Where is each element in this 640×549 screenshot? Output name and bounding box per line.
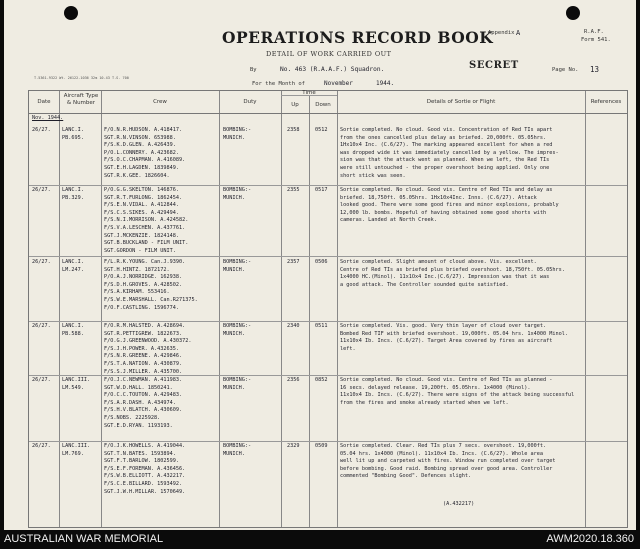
crew-member: F/S.D.H.GROVES. A.428502. xyxy=(104,281,183,288)
crew-member: F/O.C.C.TOUTON. A.429483. xyxy=(104,392,183,399)
aircraft-id: LANC.I. xyxy=(62,127,84,133)
crew-member: SGT.F.T.BARLOW. 1802599. xyxy=(104,458,179,465)
month-label: For the Month of xyxy=(252,81,305,87)
details-line: Centre of Red TIs as briefed plus briefed overshoot. 18,750ft. 05.05hrs. xyxy=(340,266,565,273)
duty-text: MUNICH. xyxy=(223,450,245,457)
footer-left: AUSTRALIAN WAR MEMORIAL xyxy=(4,533,164,545)
time-up: 2329 xyxy=(287,443,300,449)
details-line: 05.04 hrs. 1x4000 (Minol). 11x10x4 Ib. Incs. (C.6/27). Whole area xyxy=(340,450,544,457)
details-line: 1Hx10x4 Inc. (C.6/27). The marking appeared excellent for when a red xyxy=(340,142,553,149)
crew-member: SGT.R.K.GEE. 1826604. xyxy=(104,172,170,179)
details-line: Sortie completed. Clear. Red TIs plus 7 secs. overshoot. 19,000ft. xyxy=(340,443,547,449)
crew-member: F/S.C.S.SIKES. A.429494. xyxy=(104,209,179,216)
crew-member: F/L.R.K.YOUNG. Can.J.9390. xyxy=(104,259,186,265)
col-date: Date xyxy=(37,99,51,105)
details-line: a good attack. The Controller sounded quite satisfied. xyxy=(340,281,509,288)
details-line: 11x10x4 Ib. Incs. (C.6/27). Target Area covered by fires as aircraft xyxy=(340,338,553,345)
aircraft-id: LANC.III. xyxy=(62,377,91,383)
crew-member: P/O.G.G.SKELTON. 146876. xyxy=(104,187,179,193)
time-down: 0852 xyxy=(315,377,328,383)
entry-date: 26/27. xyxy=(32,187,51,193)
col-time: Time xyxy=(302,90,316,96)
crew-member: F/S.K.D.GLEN. A.426439. xyxy=(104,142,176,149)
month-value: November xyxy=(324,80,353,87)
crew-member: F/O.J.C.NEWMAN. A.411983. xyxy=(104,377,183,383)
crew-member: F/S.W.E.MARSHALL. Can.R271375. xyxy=(104,297,198,303)
entry-date: 26/27. xyxy=(32,323,51,329)
crew-member: F/O.J.K.HOWELLS. A.419044. xyxy=(104,443,186,449)
entry-date: 26/27. xyxy=(32,127,51,133)
squadron-value: No. 463 (R.A.A.F.) Squadron. xyxy=(280,66,385,73)
time-down: 0509 xyxy=(315,443,328,449)
crew-member: F/S.A.KIRHAM. 553416. xyxy=(104,289,170,296)
footer-right: AWM2020.18.360 xyxy=(546,533,634,545)
crew-member: F/S.E.F.FOREMAN. A.436456. xyxy=(104,465,186,472)
col-crew: Crew xyxy=(153,99,167,105)
details-line: commented "Bombing Good". Defences slight. xyxy=(340,473,472,480)
details-line: 1x4000 HC.(Minol). 11x1Ox4 Inc.(C.6/27). Impression was that it was xyxy=(340,274,550,281)
by-label: By xyxy=(250,67,257,73)
col-up: Up xyxy=(291,102,299,108)
crew-member: F/S.N.R.GREENE. A.429846. xyxy=(104,353,183,360)
col-down: Down xyxy=(315,102,331,108)
page-label: Page No. xyxy=(552,67,579,73)
details-line: 16 secs. delayed release. 19,200ft. 05.05hrs. 1x4000 (Minol). xyxy=(340,384,531,391)
details-line: from the ones cancelled plus delay as briefed. 20,000ft. 05.05hrs. xyxy=(340,134,547,141)
time-up: 2357 xyxy=(287,259,300,265)
crew-member: SGT.E.D.RYAN. 1193193. xyxy=(104,422,173,429)
details-line: Sortie completed. No cloud. Good vis. Centre of Red TIs as planned - xyxy=(340,377,553,383)
duty-text: MUNICH. xyxy=(223,330,245,337)
time-down: 0506 xyxy=(315,259,328,265)
details-line: was dropped wide it was immediately cancelled by a yellow. The impres- xyxy=(340,149,559,156)
duty-text: MUNICH. xyxy=(223,384,245,391)
details-line: looked good. There were some good fires and minor explosions, probably xyxy=(340,202,559,209)
col-aircraft: Aircraft Type & Number xyxy=(63,93,99,106)
crew-member: SGT.R.N.VINSON. 653988. xyxy=(104,134,176,141)
crew-member: F/S.H.V.BLATCH. A.430609. xyxy=(104,407,183,414)
aircraft-id: LANC.I. xyxy=(62,187,84,193)
raf-label: R.A.F. xyxy=(584,29,604,35)
details-line: cameras. Landed at North Creek. xyxy=(340,217,437,224)
details-line: well lit up and carpeted with fires. Window run completed over target xyxy=(340,458,556,465)
aircraft-id: PB.695. xyxy=(62,134,84,141)
details-line: short stick was seen. xyxy=(340,172,406,179)
crew-member: SGT.R.T.FURLONG. 1862454. xyxy=(104,194,183,201)
crew-member: F/S.J.H.POWER. A.432635. xyxy=(104,345,179,352)
aircraft-id: LANC.I. xyxy=(62,323,84,329)
crew-member: F/S.V.A.LESCHEN. A.437761. xyxy=(104,225,186,231)
crew-member: F/S.N.I.MORRISON. A.424582. xyxy=(104,217,189,224)
crew-member: P/O.L.CONNERY. A.423682. xyxy=(104,149,179,156)
aircraft-id: LM.769. xyxy=(62,450,84,457)
aircraft-id: LM.247. xyxy=(62,266,84,273)
time-up: 2340 xyxy=(287,323,300,329)
entry-date: 26/27. xyxy=(32,259,51,265)
crew-member: SGT.W.D.HALL. 1850241. xyxy=(104,384,173,391)
crew-member: F/S.E.N.VIDAL. A.412844. xyxy=(104,202,179,209)
time-down: 0511 xyxy=(315,323,328,329)
time-down: 0517 xyxy=(315,187,328,193)
page-subtitle: DETAIL OF WORK CARRIED OUT xyxy=(266,50,392,58)
aircraft-id: PB.329. xyxy=(62,194,84,201)
time-up: 2355 xyxy=(287,187,300,193)
duty-text: MUNICH. xyxy=(223,194,245,201)
duty-text: BOMBING:- xyxy=(223,127,252,133)
crew-member: F/S.C.E.BILLARD. 1593492. xyxy=(104,481,183,487)
secret-stamp: SECRET xyxy=(469,60,519,71)
details-line: Sortie completed. Slight amount of cloud above. Vis. excellent. xyxy=(340,259,537,265)
details-line: sion was that the attack went as planned. When we left, the Red TIs xyxy=(340,157,550,164)
page-title: OPERATIONS RECORD BOOK xyxy=(222,28,494,47)
duty-text: BOMBING:- xyxy=(223,259,252,265)
crew-member: SGT.T.N.BATES. 1593894. xyxy=(104,450,176,457)
crew-member: F/S.T.A.NATION. A.430879. xyxy=(104,361,183,367)
time-up: 2358 xyxy=(287,127,300,133)
crew-member: F/O.R.M.HALSTED. A.428694. xyxy=(104,323,186,329)
aircraft-id: PB.588. xyxy=(62,330,84,337)
details-line: Sortie completed. No cloud. Good vis. Centre of Red TIs and delay as xyxy=(340,187,553,193)
crew-member: SGT.J.MCKENZIE. 1824148. xyxy=(104,232,179,239)
crew-member: SGT.H.HINTZ. 1872172. xyxy=(104,266,170,273)
crew-member: SGT.J.W.H.MILLAR. 1570649. xyxy=(104,488,186,495)
row-divider xyxy=(29,256,627,257)
time-up: 2356 xyxy=(287,377,300,383)
duty-text: MUNICH. xyxy=(223,266,245,273)
aircraft-id: LANC.III. xyxy=(62,443,91,449)
duty-text: BOMBING:- xyxy=(223,443,252,449)
aircraft-id: LM.549. xyxy=(62,384,84,391)
duty-text: BOMBING:- xyxy=(223,187,252,193)
form-number: Form 541. xyxy=(581,37,611,43)
crew-member: F/S.O.C.CHAPMAN. A.416089. xyxy=(104,157,186,164)
details-line: 12,000 lb. bombs. Hopeful of having obtained some good shorts with xyxy=(340,209,547,216)
punch-hole xyxy=(64,6,78,20)
crew-member: SGT.E.H.LAGDEN. 1839849. xyxy=(104,165,179,171)
crew-member: SGT.B.BUCKLAND - FILM UNIT. xyxy=(104,240,189,247)
crew-member: F/S.S.J.MILLER. A.435700. xyxy=(104,368,183,375)
entry-date: 26/27. xyxy=(32,443,51,449)
col-details: Details of Sortie or Flight xyxy=(426,99,496,105)
appendix-value: A xyxy=(516,29,521,37)
time-down: 0512 xyxy=(315,127,328,133)
details-line: 11x10x4 Ib. Incs. (C.6/27). There were signs of the attack being successful xyxy=(340,392,575,399)
appendix-label: Appendix xyxy=(488,30,515,36)
details-line: left. xyxy=(340,345,356,352)
crew-member: F/O.N.R.HUDSON. A.418417. xyxy=(104,127,183,133)
printer-line: T.5361-9322 Wt. 26122-1036 32m 10.43 T.S. 700 xyxy=(34,76,129,80)
crew-member: F/S.A.R.DASH. A.434974. xyxy=(104,399,176,406)
crew-member: SGT.GORDON - FILM UNIT. xyxy=(104,247,176,254)
duty-text: BOMBING:- xyxy=(223,323,252,329)
details-line: Sortie completed. Vis. good. Very thin layer of cloud over target. xyxy=(340,323,547,329)
year-value: 1944. xyxy=(376,80,395,87)
details-line: Sortie completed. No cloud. Good vis. Concentration of Red TIs apart xyxy=(340,127,553,133)
row-divider xyxy=(29,185,627,186)
record-page xyxy=(4,0,636,530)
details-line: were still untouched - the proper overshoot being applied. Only one xyxy=(340,165,550,171)
details-line: from the fires and smoke already started when we left. xyxy=(340,399,509,406)
row-divider xyxy=(29,321,627,322)
crew-member: SGT.R.PETTIGREW. 1822673. xyxy=(104,330,183,337)
sortie-table xyxy=(28,90,628,528)
punch-hole xyxy=(566,6,580,20)
col-duty: Duty xyxy=(243,99,257,105)
crew-member: F/O.G.J.GREENWOOD. A.430372. xyxy=(104,338,192,345)
month-row: Nov. 1944. xyxy=(32,115,64,121)
duty-text: MUNICH. xyxy=(223,134,245,141)
duty-text: BOMBING:- xyxy=(223,377,252,383)
details-line: briefed. 18,750ft. 05.05hrs. 1Hx10x4Inc. Inns. (C.6/27). Attack xyxy=(340,194,537,201)
aircraft-id: LANC.I. xyxy=(62,259,84,265)
col-references: References xyxy=(590,99,622,105)
details-line: before bombing. Good raid. Bombing spread over good area. Controller xyxy=(340,465,553,472)
crew-member: P/O.A.J.NORRIDGE. 162938. xyxy=(104,274,183,281)
crew-member: F/S.NOBS. 2225928. xyxy=(104,415,161,421)
details-line: Bombed Red TIF with briefed overshoot. 19,000ft. 05.04 hrs. 1x4000 Minol. xyxy=(340,330,568,337)
marginal-note: (A.432217) xyxy=(443,501,475,507)
entry-date: 26/27. xyxy=(32,377,51,383)
crew-member: F/S.W.B.ELLIOTT. A.432217. xyxy=(104,473,186,480)
page-number: 13 xyxy=(590,65,600,74)
row-divider xyxy=(29,441,627,442)
crew-member: F/O.F.CASTLING. 1596774. xyxy=(104,304,179,311)
